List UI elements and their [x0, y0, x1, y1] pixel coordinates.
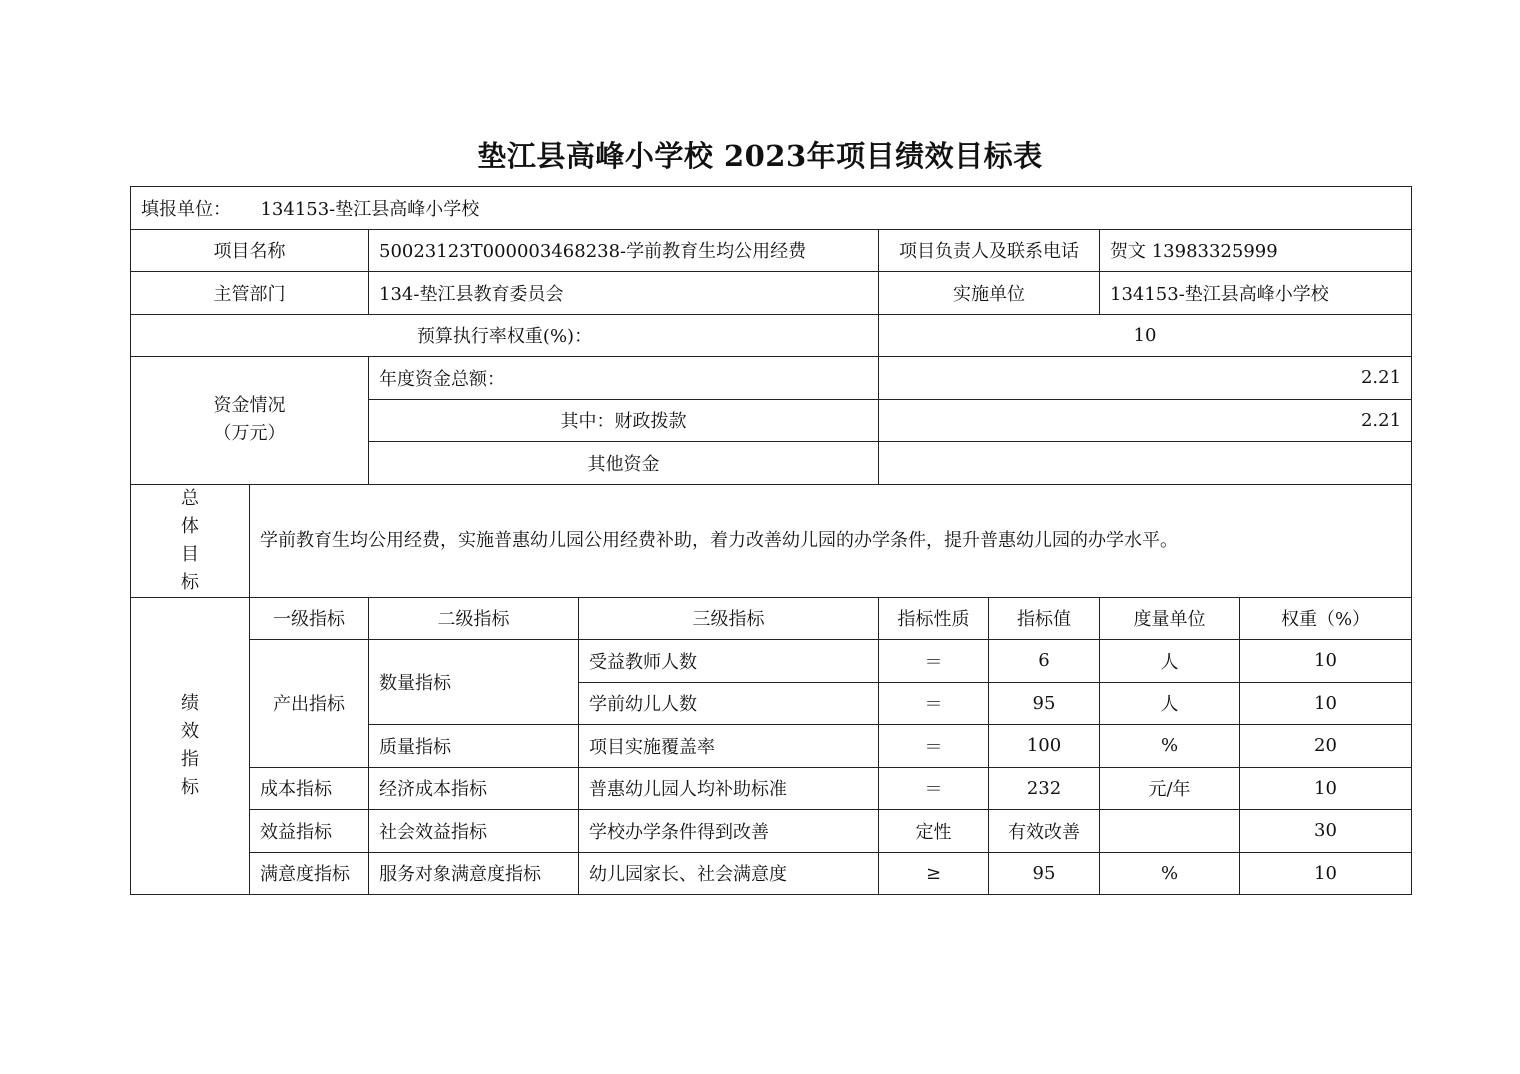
goal-label-char: 目: [181, 543, 199, 565]
level3-cell: 受益教师人数: [579, 640, 879, 683]
project-contact-value: 贺文 13983325999: [1100, 229, 1412, 272]
level3-cell: 普惠幼儿园人均补助标准: [579, 767, 879, 810]
unit-cell: 元/年: [1100, 767, 1240, 810]
header-nature: 指标性质: [879, 597, 989, 640]
level3-cell: 学前幼儿人数: [579, 682, 879, 725]
dept-label: 主管部门: [131, 272, 369, 315]
goal-label-char: 总: [181, 487, 199, 509]
goal-label-char: 体: [181, 515, 199, 537]
funds-total-label: 年度资金总额：: [369, 357, 879, 400]
level1-cell: 效益指标: [250, 810, 369, 853]
weight-cell: 20: [1240, 725, 1412, 768]
value-cell: 95: [989, 852, 1100, 895]
weight-cell: 10: [1240, 767, 1412, 810]
level3-cell: 项目实施覆盖率: [579, 725, 879, 768]
perf-label-char: 指: [181, 748, 199, 770]
funds-label: [131, 357, 369, 485]
header-weight: 权重（%）: [1240, 597, 1412, 640]
page-title: 垫江县高峰小学校 2023年项目绩效目标表: [477, 139, 1043, 173]
header-level3: 三级指标: [579, 597, 879, 640]
level2-cell: 社会效益指标: [369, 810, 579, 853]
impl-unit-value: 134153-垫江县高峰小学校: [1100, 272, 1412, 315]
goal-label-char: 标: [181, 571, 199, 593]
perf-label-char: 绩: [181, 692, 199, 714]
table-row: [131, 810, 1412, 853]
dept-value: 134-垫江县教育委员会: [369, 272, 879, 315]
filler-row: [131, 187, 1412, 230]
budget-weight-value: 10: [879, 314, 1412, 357]
perf-header-row: [131, 597, 1412, 640]
perf-label-char: 效: [181, 720, 199, 742]
value-cell: 232: [989, 767, 1100, 810]
funds-total-row: [131, 357, 1412, 400]
perf-label-char: 标: [181, 776, 199, 798]
unit-cell: %: [1100, 852, 1240, 895]
weight-cell: 10: [1240, 682, 1412, 725]
level2-cell: 经济成本指标: [369, 767, 579, 810]
table-row: [131, 767, 1412, 810]
level1-cell: 产出指标: [250, 640, 369, 768]
level1-cell: 成本指标: [250, 767, 369, 810]
weight-cell: 30: [1240, 810, 1412, 853]
funds-other-label: 其他资金: [369, 442, 879, 485]
level3-cell: 学校办学条件得到改善: [579, 810, 879, 853]
header-level2: 二级指标: [369, 597, 579, 640]
budget-weight-label: 预算执行率权重(%)：: [131, 314, 879, 357]
unit-cell: 人: [1100, 640, 1240, 683]
header-unit: 度量单位: [1100, 597, 1240, 640]
header-value: 指标值: [989, 597, 1100, 640]
value-cell: 95: [989, 682, 1100, 725]
level2-cell: 质量指标: [369, 725, 579, 768]
funds-fiscal-value: 2.21: [879, 399, 1412, 442]
weight-cell: 10: [1240, 852, 1412, 895]
nature-cell: 定性: [879, 810, 989, 853]
budget-weight-row: [131, 314, 1412, 357]
value-cell: 有效改善: [989, 810, 1100, 853]
value-cell: 100: [989, 725, 1100, 768]
funds-total-value: 2.21: [879, 357, 1412, 400]
nature-cell: ≥: [879, 852, 989, 895]
perf-label: [131, 597, 250, 895]
table-row: [131, 640, 1412, 683]
goal-row: [131, 484, 1412, 597]
filler-cell: [131, 187, 1412, 230]
header-level1: 一级指标: [250, 597, 369, 640]
filler-label: 填报单位：: [141, 198, 231, 220]
table-row: [131, 852, 1412, 895]
level1-cell: 满意度指标: [250, 852, 369, 895]
funds-other-value: [879, 442, 1412, 485]
goal-label: [131, 484, 250, 597]
project-name-label: 项目名称: [131, 229, 369, 272]
level2-cell: 服务对象满意度指标: [369, 852, 579, 895]
unit-cell: %: [1100, 725, 1240, 768]
project-name-value: 50023123T000003468238-学前教育生均公用经费: [369, 229, 879, 272]
filler-value: 134153-垫江县高峰小学校: [260, 198, 480, 220]
project-row: [131, 229, 1412, 272]
value-cell: 6: [989, 640, 1100, 683]
level2-cell: 数量指标: [369, 640, 579, 725]
nature-cell: ＝: [879, 725, 989, 768]
nature-cell: ＝: [879, 767, 989, 810]
nature-cell: ＝: [879, 640, 989, 683]
goal-text: 学前教育生均公用经费，实施普惠幼儿园公用经费补助，着力改善幼儿园的办学条件，提升普惠幼儿园的办学水平。: [250, 484, 1412, 597]
unit-cell: 人: [1100, 682, 1240, 725]
unit-cell: [1100, 810, 1240, 853]
level3-cell: 幼儿园家长、社会满意度: [579, 852, 879, 895]
funds-fiscal-label: 其中：财政拨款: [369, 399, 879, 442]
performance-target-table: [130, 186, 1412, 895]
weight-cell: 10: [1240, 640, 1412, 683]
funds-label-line1: 资金情况: [213, 395, 286, 417]
project-contact-label: 项目负责人及联系电话: [879, 229, 1100, 272]
funds-label-line2: （万元）: [213, 423, 286, 445]
dept-row: [131, 272, 1412, 315]
nature-cell: ＝: [879, 682, 989, 725]
impl-unit-label: 实施单位: [879, 272, 1100, 315]
